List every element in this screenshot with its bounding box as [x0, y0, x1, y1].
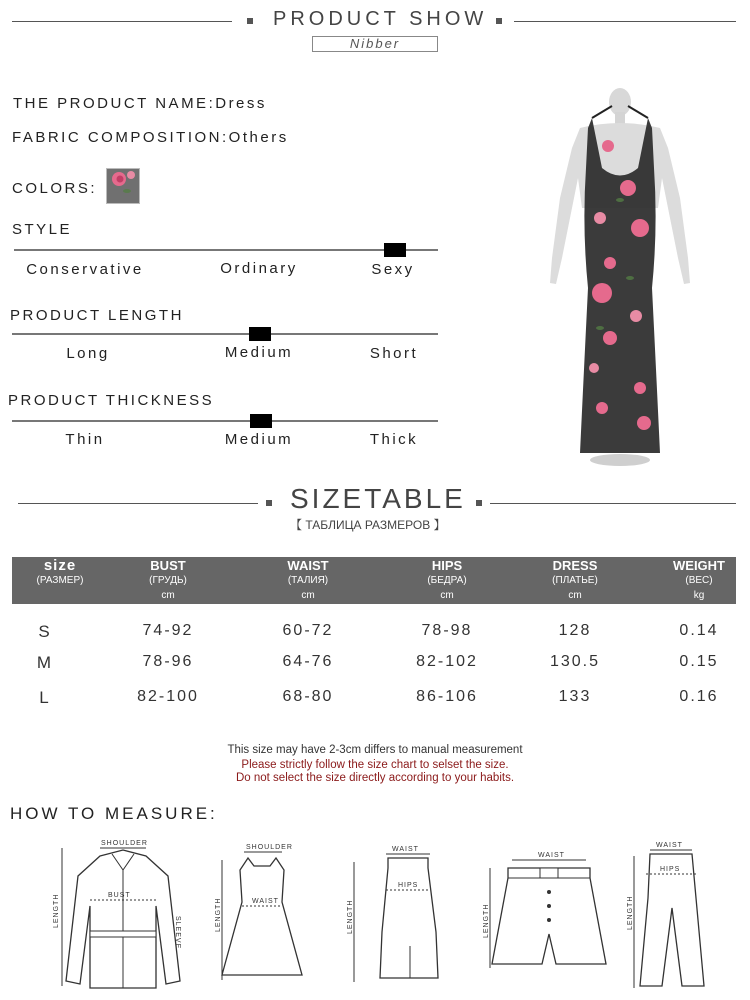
pants-length-label: LENGTH: [627, 895, 634, 930]
header-square-left: [247, 18, 253, 24]
dress-waist-label: WAIST: [252, 898, 279, 905]
column-header-title: HIPS: [431, 558, 463, 573]
thickness-scale: [12, 420, 438, 422]
sizetable-subtitle: 【 ТАБЛИЦА РАЗМЕРОВ 】: [290, 518, 446, 532]
column-header-subtitle: (ПЛАТЬЕ): [552, 575, 598, 586]
color-swatch[interactable]: [106, 168, 140, 204]
table-cell: 64-76: [282, 653, 334, 670]
column-header-subtitle: (ВЕС): [685, 575, 713, 586]
table-cell: 78-98: [421, 622, 473, 639]
length-scale: [12, 333, 438, 335]
mannequin-base: [590, 454, 650, 466]
skirt-waist-label: WAIST: [392, 846, 419, 853]
note-habits: Do not select the size directly according to your habits.: [235, 772, 515, 784]
pants-waist-label: WAIST: [656, 842, 683, 849]
how-to-measure-title: HOW TO MEASURE:: [10, 804, 218, 823]
column-header-subtitle: (ГРУДЬ): [149, 575, 187, 586]
skirt-hips-label: HIPS: [398, 882, 419, 889]
column-header-unit: cm: [161, 590, 175, 601]
brand-box: [312, 36, 438, 52]
column-header: [253, 558, 363, 603]
dress-measure-figure: [212, 840, 312, 990]
length-marker: [249, 327, 271, 341]
table-cell: 0.15: [679, 653, 719, 670]
jacket-measure-figure: [48, 836, 198, 994]
sizetable-square-right: [476, 500, 482, 506]
table-cell: M: [36, 653, 54, 672]
header-rule-right: [514, 21, 736, 22]
table-cell: 130.5: [549, 653, 601, 670]
table-cell: 128: [558, 622, 592, 639]
dress-shoulder-label: SHOULDER: [246, 844, 293, 851]
colors-label: COLORS:: [12, 180, 98, 197]
length-option-short: Short: [369, 345, 419, 362]
column-header-title: WEIGHT: [673, 558, 725, 573]
sizetable-rule-right: [490, 503, 736, 504]
table-cell: 82-102: [416, 653, 478, 670]
table-cell: 0.14: [679, 622, 719, 639]
style-label: STYLE: [12, 221, 73, 238]
style-option-conservative: Conservative: [26, 261, 144, 278]
style-option-ordinary: Ordinary: [220, 260, 298, 277]
column-header-title: size: [43, 557, 77, 574]
table-cell: S: [38, 622, 52, 641]
column-header: [520, 558, 630, 603]
column-header-title: DRESS: [552, 558, 598, 573]
thickness-label: PRODUCT THICKNESS: [8, 392, 215, 409]
skirt-measure-figure: [340, 842, 440, 992]
column-header-title: BUST: [150, 558, 186, 573]
style-scale: [14, 249, 438, 251]
page-title: PRODUCT SHOW: [273, 8, 488, 30]
column-header: [5, 558, 115, 588]
rose-swatch-icon: [107, 169, 139, 203]
column-header-subtitle: (РАЗМЕР): [36, 575, 84, 586]
product-name: THE PRODUCT NAME:Dress: [13, 95, 267, 112]
pants-hips-label: HIPS: [660, 866, 681, 873]
column-header-unit: kg: [693, 590, 705, 601]
thickness-option-thick: Thick: [369, 431, 419, 448]
table-cell: 133: [558, 688, 592, 705]
table-cell: 74-92: [142, 622, 194, 639]
dress-length-label: LENGTH: [215, 897, 222, 932]
dress-strap-right: [628, 106, 648, 118]
brand-name: Nibber: [349, 36, 401, 51]
column-header-unit: cm: [440, 590, 454, 601]
sizetable-rule-left: [18, 503, 258, 504]
table-cell: 0.16: [679, 688, 719, 705]
column-header-unit: cm: [568, 590, 582, 601]
column-header: [113, 558, 223, 603]
pants-measure-figure: [620, 838, 730, 994]
table-cell: 78-96: [142, 653, 194, 670]
length-label: PRODUCT LENGTH: [10, 307, 184, 324]
column-header-unit: cm: [301, 590, 315, 601]
column-header-subtitle: (ТАЛИЯ): [287, 575, 329, 586]
shorts-waist-label: WAIST: [538, 852, 565, 859]
dress-strap-left: [592, 106, 612, 118]
column-header: [392, 558, 502, 603]
length-option-medium: Medium: [224, 344, 294, 361]
skirt-length-label: LENGTH: [347, 899, 354, 934]
product-image[interactable]: [540, 88, 700, 468]
mannequin-head: [609, 88, 631, 116]
shorts-length-label: LENGTH: [483, 903, 490, 938]
note-measurement: This size may have 2-3cm differs to manual measurement: [227, 744, 523, 756]
table-cell: 82-100: [137, 688, 199, 705]
sizetable-title: SIZETABLE: [290, 483, 466, 514]
header-square-right: [496, 18, 502, 24]
jacket-shoulder-label: SHOULDER: [101, 840, 148, 847]
table-cell: L: [39, 688, 51, 707]
thickness-marker: [250, 414, 272, 428]
table-cell: 68-80: [282, 688, 334, 705]
column-header: [644, 558, 750, 603]
style-marker: [384, 243, 406, 257]
column-header-subtitle: (БЕДРА): [427, 575, 467, 586]
jacket-length-label: LENGTH: [53, 893, 60, 928]
header-rule-left: [12, 21, 232, 22]
shorts-measure-figure: [478, 846, 618, 976]
jacket-bust-label: BUST: [108, 892, 131, 899]
column-header-title: WAIST: [287, 558, 329, 573]
thickness-option-thin: Thin: [65, 431, 105, 448]
table-cell: 60-72: [282, 622, 334, 639]
fabric-composition: FABRIC COMPOSITION:Others: [12, 129, 289, 146]
jacket-sleeve-label: SLEEVE: [174, 916, 181, 950]
note-follow-chart: Please strictly follow the size chart to selset the size.: [241, 759, 509, 771]
sizetable-square-left: [266, 500, 272, 506]
thickness-option-medium: Medium: [224, 431, 294, 448]
table-cell: 86-106: [416, 688, 478, 705]
style-option-sexy: Sexy: [371, 261, 415, 278]
length-option-long: Long: [66, 345, 110, 362]
